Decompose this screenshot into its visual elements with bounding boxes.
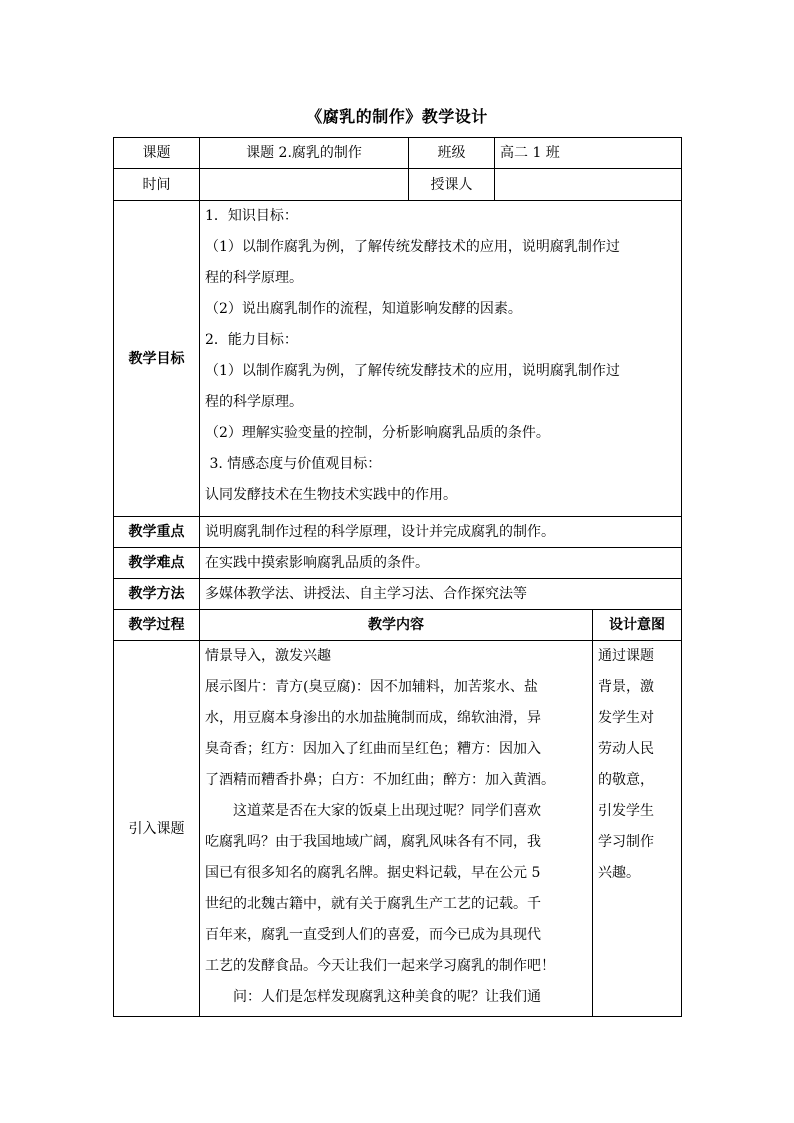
methods-label: 教学方法 — [114, 579, 200, 610]
objective-line: 程的科学原理。 — [205, 394, 303, 410]
topic-label: 课题 — [114, 138, 200, 169]
intent-line: 学习制作 — [598, 834, 654, 850]
difficulties-row — [114, 548, 682, 579]
intro-line: 吃腐乳吗？由于我国地域广阔，腐乳风味各有不同，我 — [205, 834, 541, 850]
methods-value: 多媒体教学法、讲授法、自主学习法、合作探究法等 — [200, 579, 682, 610]
process-col1-header: 教学过程 — [114, 610, 200, 641]
intro-row — [114, 641, 682, 1017]
document-title: 《腐乳的制作》教学设计 — [306, 107, 488, 126]
intent-line: 的敬意， — [598, 772, 654, 788]
intro-line: 这道菜是否在大家的饭桌上出现过呢？同学们喜欢 — [233, 803, 541, 819]
topic-row — [114, 138, 682, 169]
objective-line: （2）说出腐乳制作的流程，知道影响发酵的因素。 — [205, 301, 522, 317]
time-row — [114, 169, 682, 201]
intent-line: 通过课题 — [598, 648, 654, 664]
class-value: 高二 1 班 — [495, 138, 682, 169]
objectives-content — [200, 201, 682, 517]
time-label: 时间 — [114, 169, 200, 201]
process-header-row — [114, 610, 682, 641]
objective-line: （2）理解实验变量的控制，分析影响腐乳品质的条件。 — [205, 425, 550, 441]
topic-value: 课题 2.腐乳的制作 — [200, 138, 409, 169]
process-col3-header: 设计意图 — [593, 610, 682, 641]
intro-line: 问：人们是怎样发现腐乳这种美食的呢？让我们通 — [233, 989, 541, 1005]
intent-line: 劳动人民 — [598, 741, 654, 757]
key-points-row — [114, 517, 682, 548]
process-col2-header: 教学内容 — [200, 610, 593, 641]
objective-line: 认同发酵技术在生物技术实践中的作用。 — [205, 487, 457, 503]
intro-line: 国已有很多知名的腐乳名牌。据史料记载，早在公元 5 — [205, 865, 541, 881]
objective-line: 程的科学原理。 — [205, 270, 303, 286]
objective-line: 2．能力目标： — [205, 332, 298, 348]
intent-line: 兴趣。 — [598, 865, 640, 881]
class-label: 班级 — [409, 138, 495, 169]
intent-line: 背景，激 — [598, 679, 654, 695]
key-points-label: 教学重点 — [114, 517, 200, 548]
intro-stage-label: 引入课题 — [114, 641, 200, 1017]
intro-content — [200, 641, 593, 1017]
intro-line: 展示图片：青方(臭豆腐)：因不加辅料，加苦浆水、盐 — [205, 679, 538, 695]
intro-line: 工艺的发酵食品。今天让我们一起来学习腐乳的制作吧！ — [205, 958, 555, 974]
intro-line: 情景导入，激发兴趣 — [205, 648, 331, 664]
objectives-label: 教学目标 — [114, 201, 200, 517]
intro-line: 世纪的北魏古籍中，就有关于腐乳生产工艺的记载。千 — [205, 896, 541, 912]
objective-line: 1．知识目标： — [205, 208, 298, 224]
difficulties-value: 在实践中摸索影响腐乳品质的条件。 — [200, 548, 682, 579]
teacher-label: 授课人 — [409, 169, 495, 201]
intro-line: 百年来，腐乳一直受到人们的喜爱，而今已成为具现代 — [205, 927, 541, 943]
objective-line: （1）以制作腐乳为例，了解传统发酵技术的应用，说明腐乳制作过 — [205, 239, 620, 255]
time-value — [200, 169, 409, 201]
intro-line: 了酒精而糟香扑鼻；白方：不加红曲；醉方：加入黄酒。 — [205, 772, 555, 788]
objective-line: 3. 情感态度与价值观目标： — [205, 456, 382, 472]
teacher-value — [495, 169, 682, 201]
intent-line: 引发学生 — [598, 803, 654, 819]
lesson-plan-table — [113, 137, 682, 1017]
intro-line: 水，用豆腐本身渗出的水加盐腌制而成，绵软油滑，异 — [205, 710, 541, 726]
intro-intent — [593, 641, 682, 1017]
difficulties-label: 教学难点 — [114, 548, 200, 579]
objectives-row — [114, 201, 682, 517]
key-points-value: 说明腐乳制作过程的科学原理，设计并完成腐乳的制作。 — [200, 517, 682, 548]
objective-line: （1）以制作腐乳为例，了解传统发酵技术的应用，说明腐乳制作过 — [205, 363, 620, 379]
intro-line: 臭奇香；红方：因加入了红曲而呈红色；糟方：因加入 — [205, 741, 541, 757]
intent-line: 发学生对 — [598, 710, 654, 726]
methods-row — [114, 579, 682, 610]
